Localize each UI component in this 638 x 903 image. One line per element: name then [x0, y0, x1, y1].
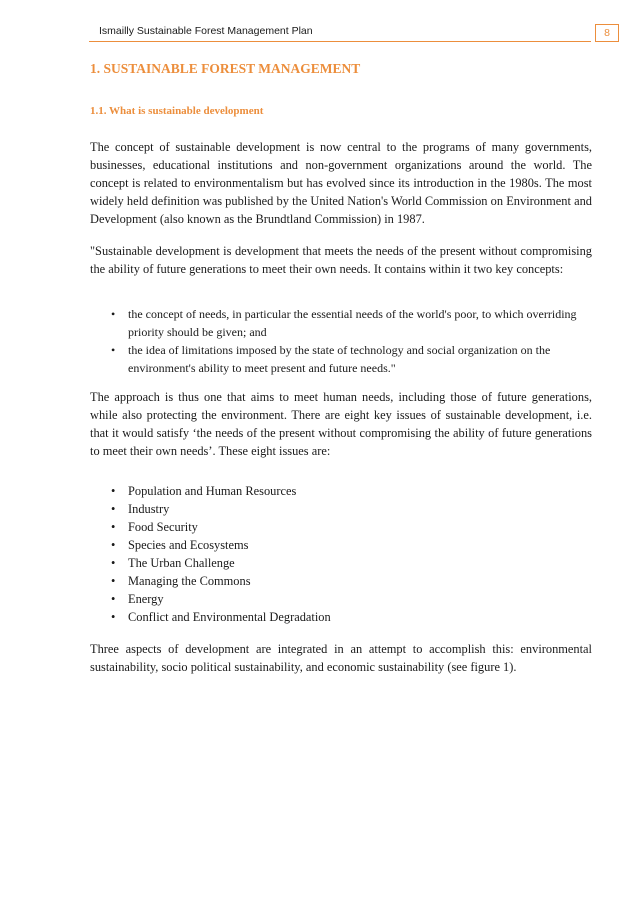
list-item-text: Energy	[128, 592, 164, 606]
list-item	[90, 500, 592, 518]
list-item	[90, 482, 592, 500]
list-item	[90, 590, 592, 608]
key-concepts-list	[90, 292, 592, 377]
list-item-text: The Urban Challenge	[128, 556, 235, 570]
bullet-icon: •	[111, 538, 116, 552]
list-item-text: Managing the Commons	[128, 574, 251, 588]
bullet-icon: •	[111, 307, 116, 321]
list-item	[90, 608, 592, 626]
list-item	[90, 341, 592, 377]
list-item	[90, 305, 592, 341]
list-item	[90, 536, 592, 554]
list-item-text: Conflict and Environmental Degradation	[128, 610, 331, 624]
list-item-text: Industry	[128, 502, 170, 516]
header-title: Ismailly Sustainable Forest Management Plan	[99, 25, 313, 37]
approach-paragraph: The approach is thus one that aims to meet human needs, including those of future generations, while also protecting the environment. There are eight key issues of sustainable development, i.e. that it would satisfy ‘the needs of the present without compromising the ability of future generations to meet their own needs’. These eight issues are:	[90, 390, 592, 458]
bullet-icon: •	[111, 592, 116, 606]
list-item	[90, 518, 592, 536]
intro-paragraph: The concept of sustainable development is now central to the programs of many governments, businesses, educational institutions and non-government organizations around the world. The concept is related to environmentalism but has evolved since its introduction in the 1980s. The most widely held definition was published by the United Nation's World Commission on Environment and Development (also known as the Brundtland Commission) in 1987.	[90, 140, 592, 226]
key-issues-list	[90, 474, 592, 626]
bullet-icon: •	[111, 520, 116, 534]
bullet-icon: •	[111, 343, 116, 357]
document-body	[90, 138, 592, 690]
list-item-text: Food Security	[128, 520, 198, 534]
bullet-icon: •	[111, 574, 116, 588]
bullet-icon: •	[111, 610, 116, 624]
list-item	[90, 572, 592, 590]
list-item-text: the idea of limitations imposed by the state of technology and social organization on the environment's ability to meet present and future needs."	[128, 343, 551, 375]
list-item-text: Species and Ecosystems	[128, 538, 249, 552]
subsection-heading: 1.1. What is sustainable development	[90, 105, 264, 117]
section-heading: 1. SUSTAINABLE FOREST MANAGEMENT	[90, 61, 361, 76]
aspects-paragraph: Three aspects of development are integrated in an attempt to accomplish this: environmental sustainability, socio political sustainability, and economic sustainability (see figure 1).	[90, 642, 592, 674]
page-header	[89, 24, 613, 40]
header-rule	[89, 41, 591, 42]
bullet-icon: •	[111, 502, 116, 516]
page-number-box	[595, 24, 619, 42]
definition-quote-paragraph: "Sustainable development is development that meets the needs of the present without compromising the ability of future generations to meet their own needs. It contains within it two key concepts:	[90, 244, 592, 276]
list-item-text: the concept of needs, in particular the essential needs of the world's poor, to which overriding priority should be given; and	[128, 307, 577, 339]
list-item-text: Population and Human Resources	[128, 484, 297, 498]
page-number: 8	[604, 27, 610, 39]
list-item	[90, 554, 592, 572]
bullet-icon: •	[111, 484, 116, 498]
bullet-icon: •	[111, 556, 116, 570]
